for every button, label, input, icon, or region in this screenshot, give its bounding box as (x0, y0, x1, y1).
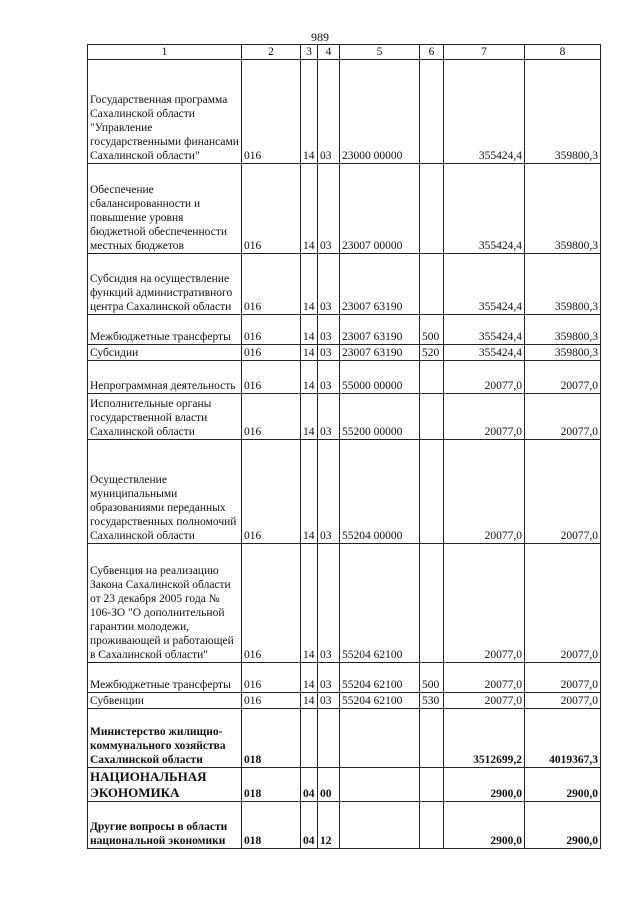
row-name: Осуществление муниципальными образованиями переданных государственных полномочий Сахалинской области (88, 440, 242, 544)
cell-amount-col8: 20077,0 (525, 663, 601, 693)
cell-amount-col8: 359800,3 (525, 254, 601, 315)
cell-amount-col7: 355424,4 (444, 164, 525, 254)
cell-amount-col8: 2900,0 (525, 802, 601, 849)
table-row (88, 394, 601, 440)
cell-amount-col7: 20077,0 (444, 544, 525, 663)
cell-expense-type (420, 60, 444, 164)
cell-ministry-code: 018 (242, 768, 301, 802)
cell-amount-col7: 355424,4 (444, 254, 525, 315)
cell-ministry-code: 016 (242, 60, 301, 164)
page-number: 989 (311, 30, 329, 44)
cell-subsection: 03 (318, 345, 340, 361)
cell-ministry-code: 016 (242, 544, 301, 663)
table-row (88, 254, 601, 315)
cell-section: 14 (301, 345, 318, 361)
table-row (88, 768, 601, 802)
cell-section: 04 (301, 768, 318, 802)
cell-subsection: 03 (318, 60, 340, 164)
cell-target-article: 55204 00000 (340, 440, 420, 544)
row-name: Государственная программа Сахалинской области "Управление государственными финансами Сахалинской области" (88, 60, 242, 164)
row-name: Субсидия на осуществление функций административного центра Сахалинской области (88, 254, 242, 315)
cell-target-article: 55204 62100 (340, 663, 420, 693)
cell-amount-col7: 20077,0 (444, 440, 525, 544)
table-row (88, 361, 601, 394)
cell-expense-type: 530 (420, 693, 444, 709)
cell-amount-col7: 2900,0 (444, 768, 525, 802)
table-row (88, 345, 601, 361)
row-name: Межбюджетные трансферты (88, 663, 242, 693)
cell-subsection: 03 (318, 254, 340, 315)
row-name: Исполнительные органы государственной власти Сахалинской области (88, 394, 242, 440)
column-header: 3 (301, 45, 318, 60)
cell-amount-col8: 359800,3 (525, 164, 601, 254)
row-name: Межбюджетные трансферты (88, 315, 242, 345)
table-row (88, 60, 601, 164)
row-name: Непрограммная деятельность (88, 361, 242, 394)
cell-expense-type (420, 709, 444, 768)
cell-expense-type (420, 440, 444, 544)
cell-amount-col7: 355424,4 (444, 345, 525, 361)
cell-subsection: 03 (318, 663, 340, 693)
cell-section: 14 (301, 361, 318, 394)
column-header: 1 (88, 45, 242, 60)
cell-amount-col7: 20077,0 (444, 663, 525, 693)
cell-ministry-code: 016 (242, 315, 301, 345)
cell-target-article: 55204 62100 (340, 544, 420, 663)
cell-expense-type (420, 768, 444, 802)
cell-expense-type (420, 164, 444, 254)
cell-ministry-code: 018 (242, 709, 301, 768)
cell-amount-col8: 359800,3 (525, 315, 601, 345)
cell-amount-col7: 2900,0 (444, 802, 525, 849)
cell-expense-type (420, 361, 444, 394)
cell-subsection (318, 709, 340, 768)
cell-expense-type: 500 (420, 663, 444, 693)
cell-ministry-code: 016 (242, 345, 301, 361)
cell-expense-type (420, 544, 444, 663)
cell-section: 14 (301, 60, 318, 164)
table-row (88, 440, 601, 544)
cell-target-article (340, 709, 420, 768)
cell-amount-col8: 359800,3 (525, 345, 601, 361)
cell-section: 14 (301, 254, 318, 315)
table-row (88, 693, 601, 709)
table-row (88, 663, 601, 693)
cell-target-article: 55000 00000 (340, 361, 420, 394)
cell-section: 14 (301, 315, 318, 345)
cell-ministry-code: 018 (242, 802, 301, 849)
cell-ministry-code: 016 (242, 164, 301, 254)
cell-section: 14 (301, 440, 318, 544)
table-row (88, 315, 601, 345)
column-header: 5 (340, 45, 420, 60)
cell-section: 14 (301, 544, 318, 663)
cell-amount-col7: 20077,0 (444, 394, 525, 440)
cell-amount-col8: 20077,0 (525, 544, 601, 663)
cell-section: 14 (301, 394, 318, 440)
cell-target-article: 55204 62100 (340, 693, 420, 709)
table-row (88, 544, 601, 663)
cell-target-article: 23007 63190 (340, 315, 420, 345)
row-name: Субсидии (88, 345, 242, 361)
cell-amount-col7: 20077,0 (444, 693, 525, 709)
cell-expense-type: 500 (420, 315, 444, 345)
column-header: 6 (420, 45, 444, 60)
cell-section: 14 (301, 693, 318, 709)
cell-amount-col7: 355424,4 (444, 315, 525, 345)
cell-target-article: 23007 63190 (340, 345, 420, 361)
cell-target-article (340, 802, 420, 849)
cell-subsection: 03 (318, 394, 340, 440)
cell-subsection: 03 (318, 361, 340, 394)
cell-ministry-code: 016 (242, 663, 301, 693)
cell-target-article (340, 768, 420, 802)
table-row (88, 164, 601, 254)
cell-expense-type (420, 254, 444, 315)
table-row (88, 709, 601, 768)
cell-amount-col8: 20077,0 (525, 361, 601, 394)
cell-amount-col7: 3512699,2 (444, 709, 525, 768)
cell-amount-col8: 359800,3 (525, 60, 601, 164)
cell-ministry-code: 016 (242, 440, 301, 544)
table-row (88, 802, 601, 849)
cell-section: 14 (301, 164, 318, 254)
cell-ministry-code: 016 (242, 394, 301, 440)
column-number-row (88, 45, 601, 60)
cell-expense-type (420, 802, 444, 849)
row-name: Другие вопросы в области национальной экономики (88, 802, 242, 849)
cell-section: 14 (301, 663, 318, 693)
cell-target-article: 55200 00000 (340, 394, 420, 440)
row-name: Субвенция на реализацию Закона Сахалинской области от 23 декабря 2005 года № 106-ЗО "О дополнительной гарантии молодежи, проживающей и работающей в Сахалинской области" (88, 544, 242, 663)
row-name: Министерство жилищно-коммунального хозяйства Сахалинской области (88, 709, 242, 768)
cell-amount-col8: 2900,0 (525, 768, 601, 802)
cell-amount-col8: 20077,0 (525, 394, 601, 440)
cell-subsection: 03 (318, 164, 340, 254)
cell-target-article: 23000 00000 (340, 60, 420, 164)
cell-ministry-code: 016 (242, 361, 301, 394)
column-header: 7 (444, 45, 525, 60)
column-header: 4 (318, 45, 340, 60)
cell-section (301, 709, 318, 768)
cell-subsection: 03 (318, 315, 340, 345)
row-name: Субвенции (88, 693, 242, 709)
cell-expense-type: 520 (420, 345, 444, 361)
cell-subsection: 00 (318, 768, 340, 802)
cell-subsection: 12 (318, 802, 340, 849)
cell-subsection: 03 (318, 440, 340, 544)
cell-ministry-code: 016 (242, 693, 301, 709)
row-name: Обеспечение сбалансированности и повышение уровня бюджетной обеспеченности местных бюджетов (88, 164, 242, 254)
cell-target-article: 23007 63190 (340, 254, 420, 315)
cell-expense-type (420, 394, 444, 440)
cell-amount-col8: 20077,0 (525, 693, 601, 709)
cell-amount-col7: 355424,4 (444, 60, 525, 164)
cell-amount-col8: 20077,0 (525, 440, 601, 544)
cell-ministry-code: 016 (242, 254, 301, 315)
budget-table (87, 44, 601, 849)
cell-amount-col7: 20077,0 (444, 361, 525, 394)
cell-subsection: 03 (318, 544, 340, 663)
cell-amount-col8: 4019367,3 (525, 709, 601, 768)
cell-subsection: 03 (318, 693, 340, 709)
column-header: 2 (242, 45, 301, 60)
row-name: НАЦИОНАЛЬНАЯ ЭКОНОМИКА (88, 768, 242, 802)
cell-section: 04 (301, 802, 318, 849)
column-header: 8 (525, 45, 601, 60)
cell-target-article: 23007 00000 (340, 164, 420, 254)
